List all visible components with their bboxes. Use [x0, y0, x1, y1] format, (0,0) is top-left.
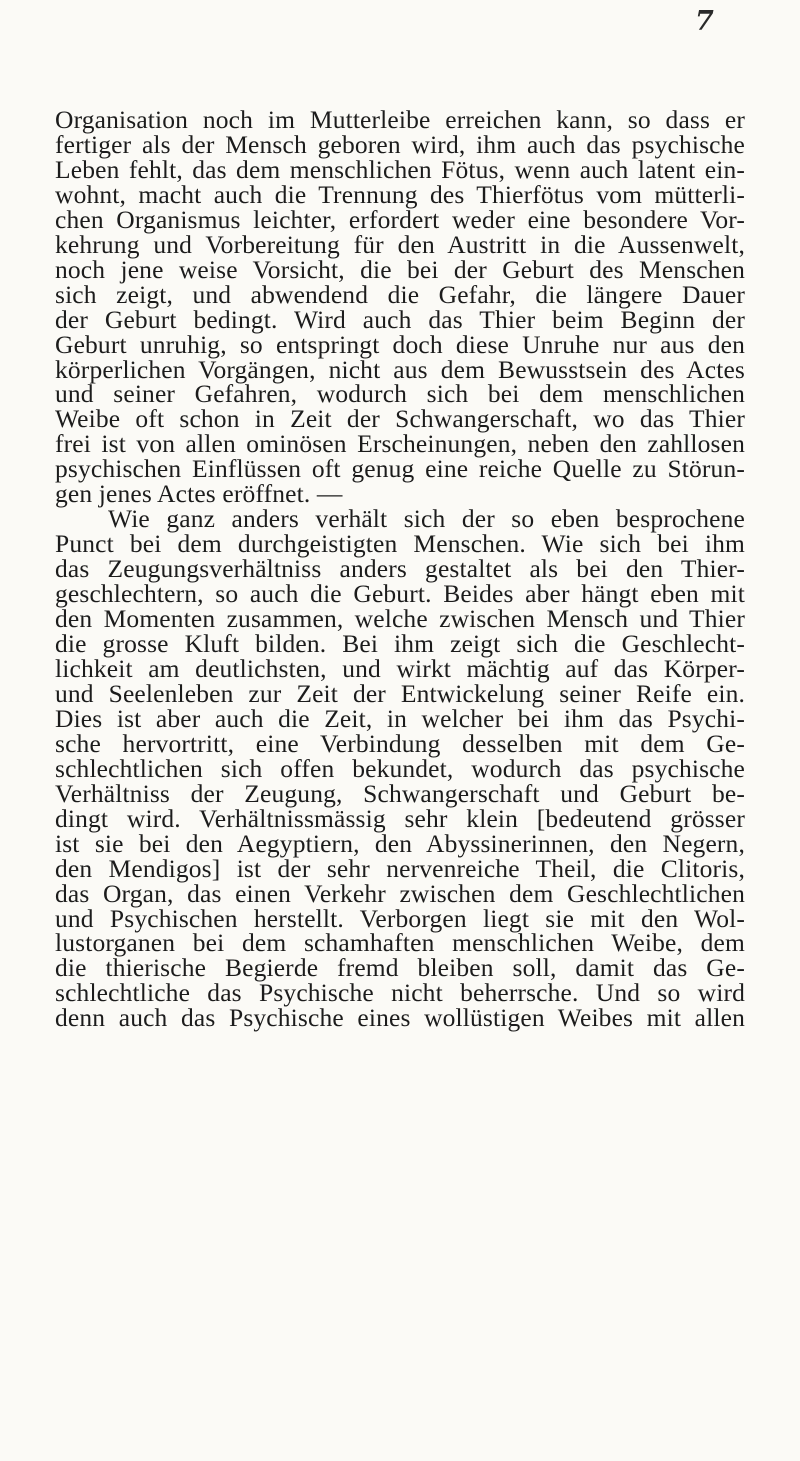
text-line: lustorganen bei dem schamhaften menschlichen Weibe, dem	[55, 928, 745, 958]
text-line: psychischen Einflüssen oft genug eine reiche Quelle zu Störun-	[55, 454, 745, 484]
text-line: und Psychischen herstellt. Verborgen liegt sie mit den Wol-	[55, 903, 745, 933]
page-number: 7	[695, 6, 714, 37]
text-line: Leben fehlt, das dem menschlichen Fötus, wenn auch latent ein-	[55, 154, 745, 184]
text-line: Verhältniss der Zeugung, Schwangerschaft und Geburt be-	[55, 778, 745, 808]
text-line: denn auch das Psychische eines wollüstigen Weibes mit allen	[55, 1003, 745, 1033]
text-line: lichkeit am deutlichsten, und wirkt mächtig auf das Körper-	[55, 653, 745, 683]
text-line: Geburt unruhig, so entspringt doch diese Unruhe nur aus den	[55, 329, 745, 359]
text-line: geschlechtern, so auch die Geburt. Beides aber hängt eben mit	[55, 579, 745, 609]
text-line: ist sie bei den Aegyptiern, den Abyssinerinnen, den Negern,	[55, 828, 745, 858]
text-line: fertiger als der Mensch geboren wird, ihm auch das psychische	[55, 129, 745, 159]
body-text	[55, 105, 745, 1033]
text-line: den Mendigos] ist der sehr nervenreiche Theil, die Clitoris,	[55, 853, 745, 883]
text-line: kehrung und Vorbereitung für den Austritt in die Aussenwelt,	[55, 229, 745, 259]
text-line: chen Organismus leichter, erfordert weder eine besondere Vor-	[55, 204, 745, 234]
text-line: Weibe oft schon in Zeit der Schwangerschaft, wo das Thier	[55, 404, 745, 434]
text-line: schlechtliche das Psychische nicht beherrsche. Und so wird	[55, 978, 745, 1008]
text-line: sche hervortritt, eine Verbindung desselben mit dem Ge-	[55, 728, 745, 758]
text-line: den Momenten zusammen, welche zwischen Mensch und Thier	[55, 604, 745, 634]
text-line: wohnt, macht auch die Trennung des Thierfötus vom mütterli-	[55, 179, 745, 209]
text-line: frei ist von allen ominösen Erscheinungen, neben den zahllosen	[55, 429, 745, 459]
text-line: körperlichen Vorgängen, nicht aus dem Bewusstsein des Actes	[55, 354, 745, 384]
text-line: Organisation noch im Mutterleibe erreichen kann, so dass er	[55, 105, 745, 134]
text-line: Wie ganz anders verhält sich der so eben besprochene	[108, 504, 745, 534]
text-line: der Geburt bedingt. Wird auch das Thier beim Beginn der	[55, 304, 745, 334]
text-line: schlechtlichen sich offen bekundet, wodurch das psychische	[55, 753, 745, 783]
text-line: Punct bei dem durchgeistigten Menschen. Wie sich bei ihm	[55, 529, 745, 559]
text-line: noch jene weise Vorsicht, die bei der Geburt des Menschen	[55, 254, 745, 284]
text-line: sich zeigt, und abwendend die Gefahr, die längere Dauer	[55, 279, 745, 309]
text-line: und seiner Gefahren, wodurch sich bei dem menschlichen	[55, 379, 745, 409]
text-line: dingt wird. Verhältnissmässig sehr klein [bedeutend grösser	[55, 803, 745, 833]
text-line: gen jenes Actes eröffnet. —	[55, 479, 343, 509]
text-line: das Zeugungsverhältniss anders gestaltet als bei den Thier-	[55, 554, 745, 584]
text-line: das Organ, das einen Verkehr zwischen dem Geschlechtlichen	[55, 878, 745, 908]
text-line: die grosse Kluft bilden. Bei ihm zeigt sich die Geschlecht-	[55, 629, 745, 659]
text-line: die thierische Begierde fremd bleiben soll, damit das Ge-	[55, 953, 745, 983]
text-line: und Seelenleben zur Zeit der Entwickelung seiner Reife ein.	[55, 678, 745, 708]
text-line: Dies ist aber auch die Zeit, in welcher bei ihm das Psychi-	[55, 703, 745, 733]
